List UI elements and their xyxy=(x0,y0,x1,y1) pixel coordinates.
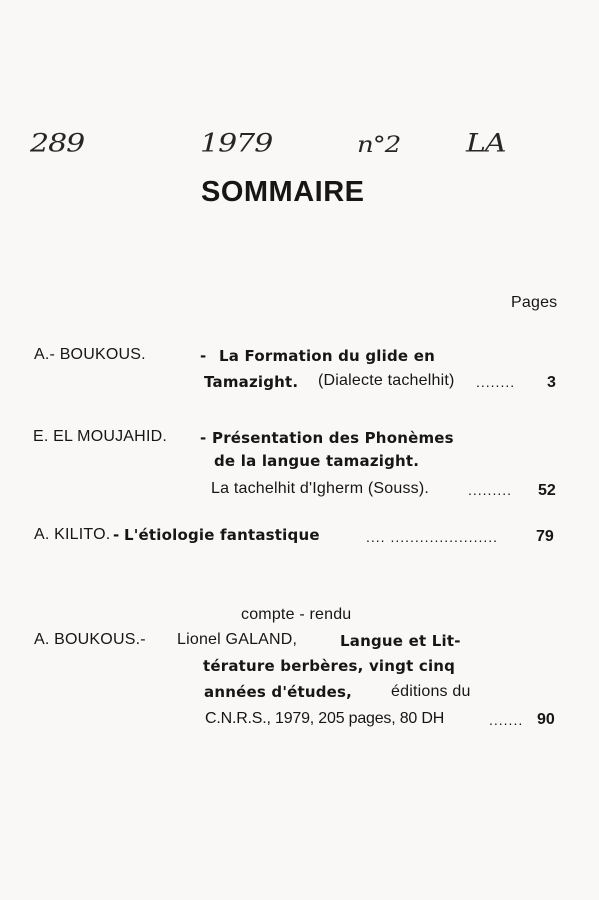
entry-title: L'étiologie fantastique xyxy=(124,526,320,544)
dot-leader: ....... xyxy=(489,712,524,728)
entry-page-number: 52 xyxy=(538,482,556,499)
review-title: Langue et Lit- xyxy=(340,632,461,650)
entry-page-number: 90 xyxy=(537,711,555,728)
review-title: térature berbères, vingt cinq xyxy=(203,657,456,675)
entry-title: Tamazight. xyxy=(204,373,299,391)
dot-leader: ........ xyxy=(476,374,516,390)
entry-dash: - xyxy=(200,347,207,365)
entry-page-number: 79 xyxy=(536,528,554,545)
entry-title: Présentation des Phonèmes xyxy=(212,429,454,447)
review-author: A. BOUKOUS.- xyxy=(34,631,146,648)
review-heading: compte - rendu xyxy=(241,606,352,623)
pages-column-header: Pages xyxy=(511,294,558,311)
entry-title: La Formation du glide en xyxy=(219,347,435,365)
review-edition: éditions du xyxy=(391,683,471,700)
dot-leader: .... ...................... xyxy=(366,529,499,545)
entry-subtitle: La tachelhit d'Igherm (Souss). xyxy=(211,480,430,497)
review-title: années d'études, xyxy=(204,683,353,701)
entry-page-number: 3 xyxy=(547,374,556,391)
handwritten-note: 289 xyxy=(30,128,85,159)
review-details: C.N.R.S., 1979, 205 pages, 80 DH xyxy=(205,710,445,727)
entry-author: A.- BOUKOUS. xyxy=(34,346,146,363)
page-title: SOMMAIRE xyxy=(201,176,365,208)
dot-leader: ......... xyxy=(468,482,513,498)
handwritten-note: n°2 xyxy=(357,132,401,158)
entry-dash: - xyxy=(200,429,207,447)
entry-dash: - xyxy=(113,526,120,544)
entry-title: de la langue tamazight. xyxy=(214,452,420,470)
entry-subtitle: (Dialecte tachelhit) xyxy=(318,372,455,389)
entry-author: A. KILITO. xyxy=(34,526,111,543)
handwritten-note: LA xyxy=(466,128,506,159)
handwritten-note: 1979 xyxy=(200,128,273,159)
reviewed-author: Lionel GALAND, xyxy=(177,631,298,648)
entry-author: E. EL MOUJAHID. xyxy=(33,428,167,445)
